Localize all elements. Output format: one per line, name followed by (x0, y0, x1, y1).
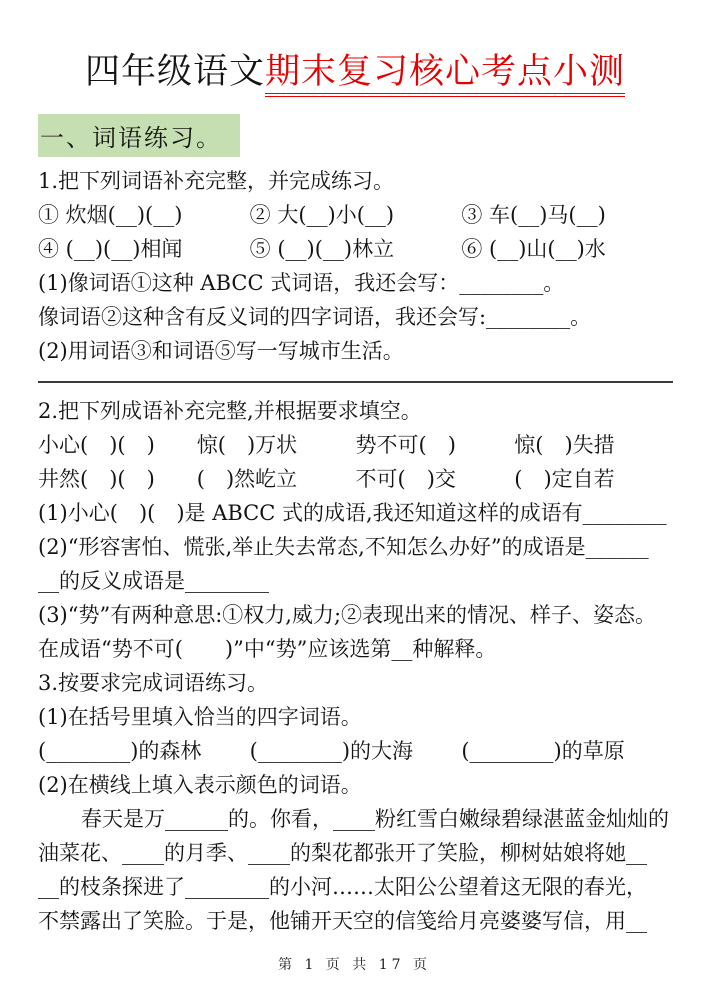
section-one (38, 114, 672, 157)
body-line: 2.把下列成语补充完整,并根据要求填空。 (38, 399, 422, 423)
body-line: 像词语②这种含有反义词的四字词语，我还会写:________。 (38, 305, 592, 329)
body-line: 3.按要求完成词语练习。 (38, 671, 269, 695)
word-grid-cell: (________)的森林 (38, 739, 202, 763)
body-line: __的反义成语是________ (38, 569, 269, 593)
word-grid-row (38, 428, 673, 462)
word-grid-cell: 小心( )( ) (38, 433, 155, 457)
word-grid-cell: 惊( )失措 (514, 433, 615, 457)
body-line: 在成语“势不可( )”中“势”应该选第__种解释。 (38, 637, 497, 661)
body-line: 春天是万______的。你看，____粉红雪白嫩绿碧绿湛蓝金灿灿的 (81, 807, 669, 831)
body-line: (2)“形容害怕、慌张,举止失去常态,不知怎么办好”的成语是______ (38, 535, 649, 559)
title-emphasis-underlined: 期末复习核心考点小测 (265, 52, 625, 97)
word-grid-cell: (________)的草原 (461, 739, 625, 763)
body-line: 油菜花、____的月季、____的梨花都张开了笑脸，柳树姑娘将她__ (38, 841, 647, 865)
body-line: __的枝条探进了________的小河……太阳公公望着这无限的春光， (38, 875, 647, 899)
body-line: 不禁露出了笑脸。于是，他铺开天空的信笺给月亮婆婆写信，用__ (38, 909, 647, 933)
word-grid-row (38, 734, 673, 768)
word-grid-cell: ⑥ (__)山(__)水 (461, 237, 606, 261)
body-line: (1)小心( )( )是 ABCC 式的成语,我还知道这样的成语有________ (38, 501, 667, 525)
page-title (38, 44, 672, 94)
word-grid-cell: ① 炊烟(__)(__) (38, 203, 183, 227)
body-line: (1)像词语①这种 ABCC 式词语，我还会写：________。 (38, 271, 565, 295)
section-divider-line (38, 381, 673, 383)
word-grid-row (38, 462, 673, 496)
body-line: (1)在括号里填入恰当的四字词语。 (38, 705, 362, 729)
title-grade-subject: 四年级语文 (84, 52, 265, 92)
body-line: (2)在横线上填入表示颜色的词语。 (38, 773, 362, 797)
word-grid-cell: ⑤ (__)(__)林立 (249, 237, 395, 261)
body-line: (3)“势”有两种意思:①权力,威力;②表现出来的情况、样子、姿态。 (38, 603, 657, 627)
word-grid-row (38, 232, 673, 266)
word-grid-cell: 惊( )万状 (196, 433, 298, 457)
body-line: 1.把下列词语补充完整，并完成练习。 (38, 169, 395, 193)
section-header-highlight: 一、词语练习。 (38, 114, 240, 157)
body (38, 164, 673, 938)
body-line: (2)用词语③和词语⑤写一写城市生活。 (38, 339, 404, 363)
word-grid-cell: 井然( )( ) (38, 467, 155, 491)
word-grid-cell: ( )然屹立 (196, 467, 298, 491)
word-grid-cell: ( )定自若 (514, 467, 615, 491)
word-grid-cell: ④ (__)(__)相闻 (38, 237, 183, 261)
word-grid-row (38, 198, 673, 232)
page-number-footer: 第 1 页 共 17 页 (278, 957, 431, 973)
word-grid-cell: (________)的大海 (249, 739, 414, 763)
word-grid-cell: 势不可( ) (355, 433, 456, 457)
word-grid-cell: ② 大(__)小(__) (249, 203, 395, 227)
word-grid-cell: 不可( )交 (355, 467, 456, 491)
word-grid-cell: ③ 车(__)马(__) (461, 203, 606, 227)
